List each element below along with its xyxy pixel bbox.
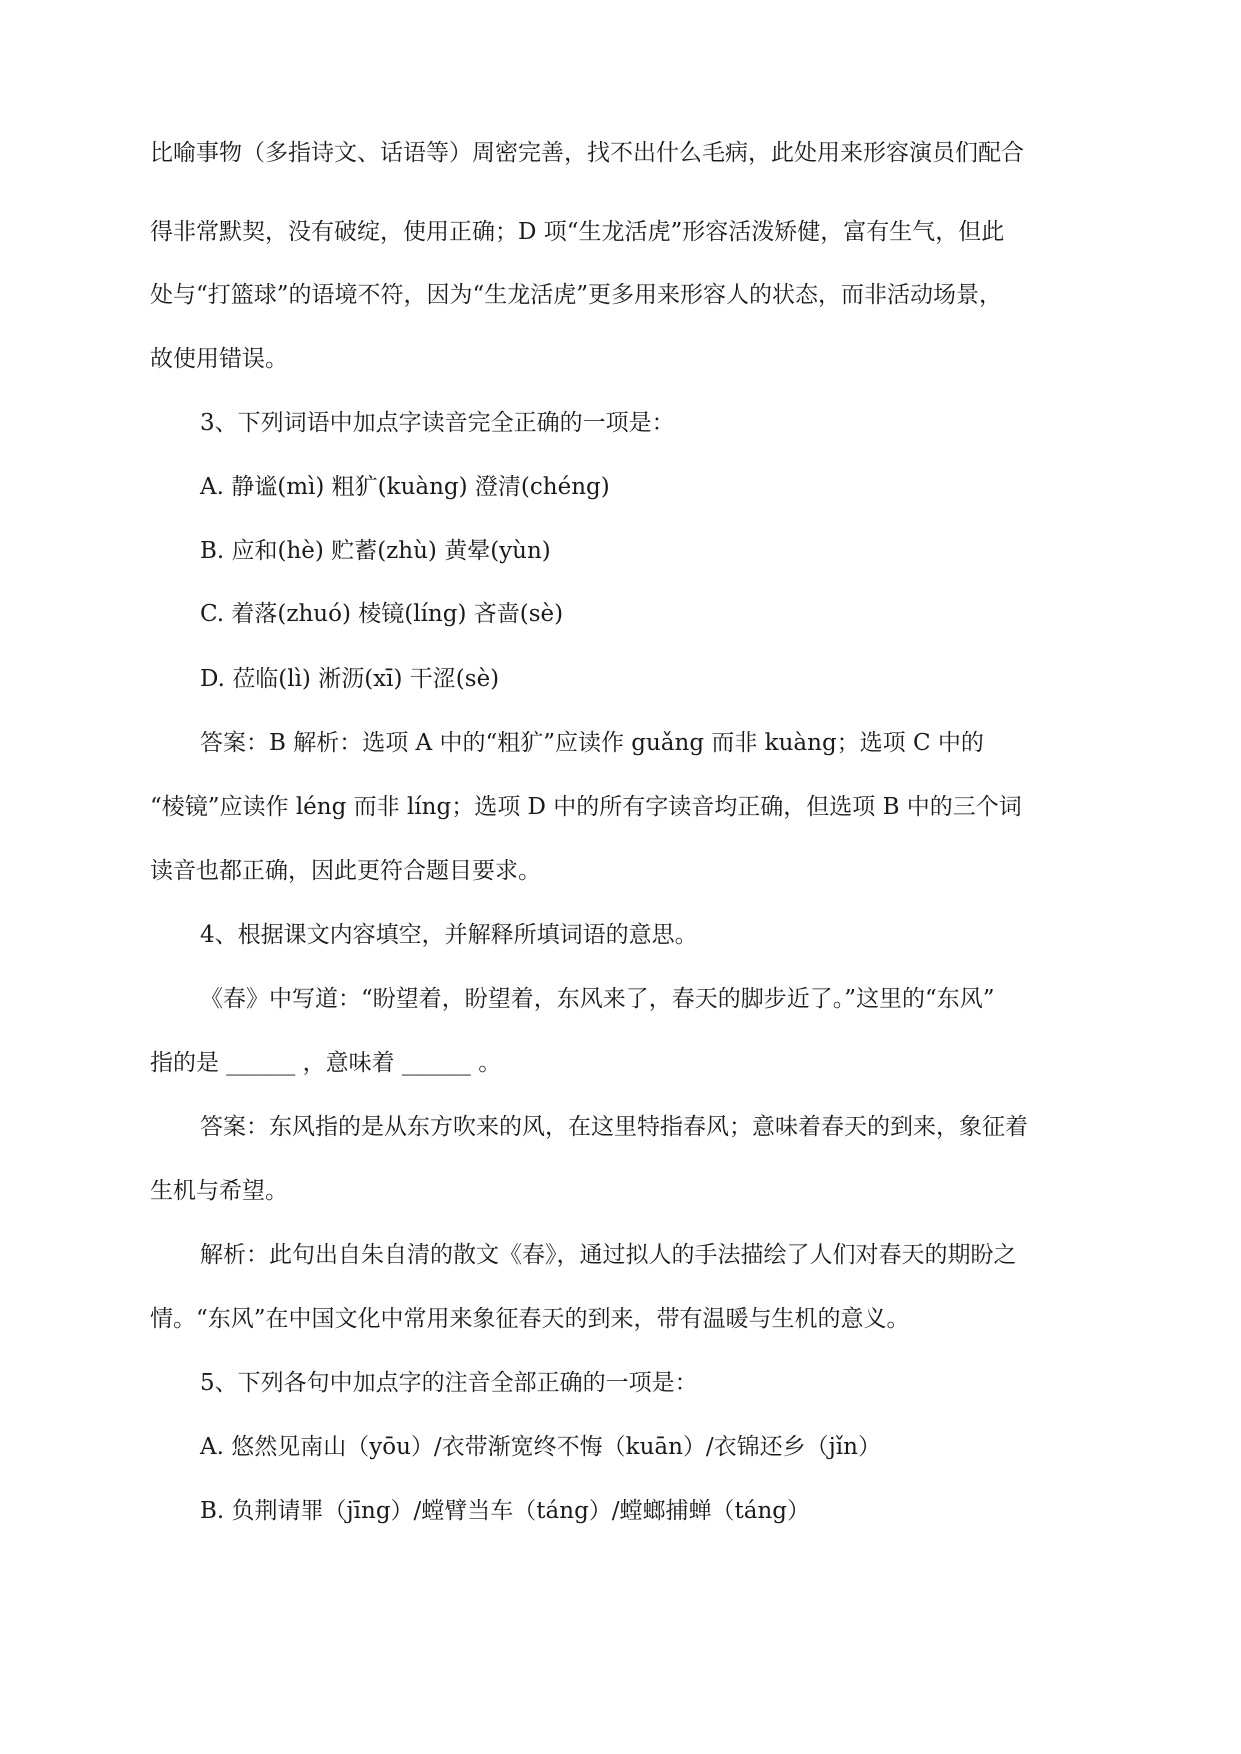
text-line-1: 比喻事物（多指诗文、话语等）周密完善，找不出什么毛病，此处用来形容演员们配合 [150,140,1024,166]
question-3-option-c: C. 着落(zhuó) 棱镜(líng) 吝啬(sè) [200,601,564,627]
question-5-option-a: A. 悠然见南山（yōu）/衣带渐宽终不悔（kuān）/衣锦还乡（jǐn） [200,1434,881,1460]
text-line-2: 得非常默契，没有破绽，使用正确；D 项“生龙活虎”形容活泼矫健，富有生气，但此 [150,219,1005,245]
question-4-analysis-line-2: 情。“东风”在中国文化中常用来象征春天的到来，带有温暖与生机的意义。 [150,1306,910,1332]
question-3-analysis-line-2: “棱镜”应读作 léng 而非 líng；选项 D 中的所有字读音均正确，但选项 B 中的三个词 [150,794,1022,820]
question-4-answer: 答案：东风指的是从东方吹来的风，在这里特指春风；意味着春天的到来，象征着 [200,1114,1028,1140]
question-4-answer-line-2: 生机与希望。 [150,1178,288,1204]
question-4-quote: 《春》中写道：“盼望着，盼望着，东风来了，春天的脚步近了。”这里的“东风” [200,986,995,1012]
question-3-answer: 答案：B 解析：选项 A 中的“粗犷”应读作 guǎng 而非 kuàng；选项 C 中的 [200,730,984,756]
question-5-option-b: B. 负荆请罪（jīng）/螳臂当车（táng）/螳螂捕蝉（táng） [200,1498,811,1524]
question-4: 4、根据课文内容填空，并解释所填词语的意思。 [200,922,698,948]
question-3: 3、下列词语中加点字读音完全正确的一项是： [200,410,675,436]
text-line-4: 故使用错误。 [150,346,288,372]
question-3-option-d: D. 莅临(lì) 淅沥(xī) 干涩(sè) [200,666,500,692]
question-5: 5、下列各句中加点字的注音全部正确的一项是： [200,1370,698,1396]
text-line-3: 处与“打篮球”的语境不符，因为“生龙活虎”更多用来形容人的状态，而非活动场景， [150,282,1003,308]
question-4-blanks: 指的是 ______ ，意味着 ______ 。 [150,1050,502,1076]
question-4-analysis: 解析：此句出自朱自清的散文《春》，通过拟人的手法描绘了人们对春天的期盼之 [200,1242,1017,1268]
question-3-option-a: A. 静谧(mì) 粗犷(kuàng) 澄清(chéng) [200,474,610,500]
question-3-analysis-line-3: 读音也都正确，因此更符合题目要求。 [150,858,541,884]
question-3-option-b: B. 应和(hè) 贮蓄(zhù) 黄晕(yùn) [200,538,551,564]
